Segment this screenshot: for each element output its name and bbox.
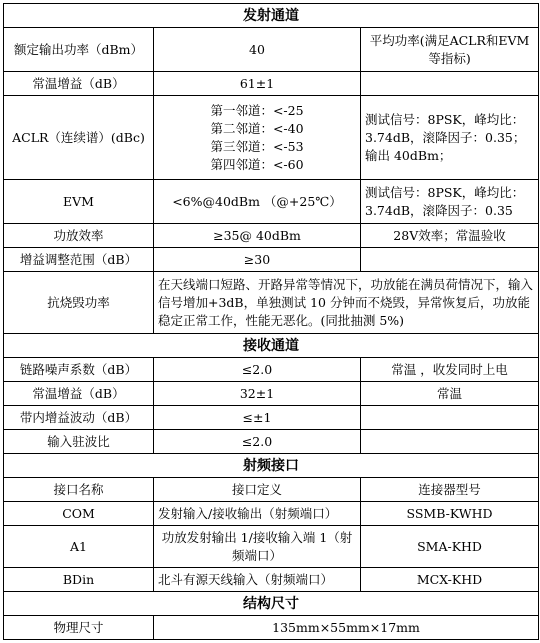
- note-cell: 常温: [361, 382, 539, 406]
- value-cell: ≤±1: [154, 406, 361, 430]
- interface-name-cell: A1: [4, 526, 154, 568]
- table-row: [4, 526, 539, 568]
- param-cell: 常温增益（dB）: [4, 382, 154, 406]
- note-cell: 常温 ，收发同时上电: [361, 358, 539, 382]
- param-cell: 物理尺寸: [4, 616, 154, 640]
- column-header: 接口名称: [4, 478, 154, 502]
- interface-definition-cell: 发射输入/接收输出（射频端口）: [154, 502, 361, 526]
- table-row: [4, 430, 539, 454]
- param-cell: 额定输出功率（dBm）: [4, 28, 154, 72]
- table-row: [4, 502, 539, 526]
- value-cell: 32±1: [154, 382, 361, 406]
- table-row: [4, 358, 539, 382]
- description-cell: 在天线端口短路、开路异常等情况下，功放能在满员荷情况下，输入信号增加+3dB，单独测试 10 分钟而不烧毁，异常恢复后，功放能稳定正常工作，性能无恶化。(同批抽测 5%): [154, 272, 539, 334]
- value-cell: 40: [154, 28, 361, 72]
- section-header-transmit: [4, 4, 539, 28]
- note-cell: 测试信号：8PSK，峰均比：3.74dB，滚降因子：0.35: [361, 180, 539, 224]
- table-row: [4, 382, 539, 406]
- interface-definition-cell: 功放发射输出 1/接收输入端 1（射频端口）: [154, 526, 361, 568]
- value-cell: 61±1: [154, 72, 361, 96]
- param-cell: EVM: [4, 180, 154, 224]
- param-cell: 增益调整范围（dB）: [4, 248, 154, 272]
- table-row: [4, 568, 539, 592]
- section-header-structure: [4, 592, 539, 616]
- interface-name-cell: BDin: [4, 568, 154, 592]
- value-cell: 135mm×55mm×17mm: [154, 616, 539, 640]
- param-cell: 链路噪声系数（dB）: [4, 358, 154, 382]
- section-title: 射频接口: [4, 454, 539, 478]
- interface-name-cell: COM: [4, 502, 154, 526]
- value-cell: ≥35@ 40dBm: [154, 224, 361, 248]
- value-cell: ≤2.0: [154, 358, 361, 382]
- section-title: 结构尺寸: [4, 592, 539, 616]
- table-row: [4, 180, 539, 224]
- table-header-row: [4, 478, 539, 502]
- table-row: [4, 72, 539, 96]
- value-cell: ≥30: [154, 248, 361, 272]
- section-header-receive: [4, 334, 539, 358]
- note-cell: 平均功率(满足ACLR和EVM等指标): [361, 28, 539, 72]
- note-cell: [361, 248, 539, 272]
- column-header: 连接器型号: [361, 478, 539, 502]
- spec-table: [3, 3, 539, 640]
- table-row: [4, 406, 539, 430]
- interface-definition-cell: 北斗有源天线输入（射频端口）: [154, 568, 361, 592]
- table-row: [4, 272, 539, 334]
- table-row: [4, 224, 539, 248]
- note-cell: [361, 430, 539, 454]
- table-row: [4, 28, 539, 72]
- note-cell: 28V效率；常温验收: [361, 224, 539, 248]
- param-cell: ACLR（连续谱）(dBc): [4, 96, 154, 180]
- value-cell: ≤2.0: [154, 430, 361, 454]
- connector-cell: SMA-KHD: [361, 526, 539, 568]
- column-header: 接口定义: [154, 478, 361, 502]
- param-cell: 常温增益（dB）: [4, 72, 154, 96]
- connector-cell: SSMB-KWHD: [361, 502, 539, 526]
- note-cell: 测试信号：8PSK，峰均比：3.74dB，滚降因子：0.35；输出 40dBm；: [361, 96, 539, 180]
- param-cell: 抗烧毁功率: [4, 272, 154, 334]
- value-cell: <6%@40dBm （@+25℃）: [154, 180, 361, 224]
- section-header-rf: [4, 454, 539, 478]
- section-title: 发射通道: [4, 4, 539, 28]
- table-row: [4, 248, 539, 272]
- param-cell: 带内增益波动（dB）: [4, 406, 154, 430]
- note-cell: [361, 72, 539, 96]
- param-cell: 功放效率: [4, 224, 154, 248]
- note-cell: [361, 406, 539, 430]
- value-cell: 第一邻道：<-25 第二邻道：<-40 第三邻道：<-53 第四邻道：<-60: [154, 96, 361, 180]
- table-row: [4, 616, 539, 640]
- connector-cell: MCX-KHD: [361, 568, 539, 592]
- table-row: [4, 96, 539, 180]
- param-cell: 输入驻波比: [4, 430, 154, 454]
- section-title: 接收通道: [4, 334, 539, 358]
